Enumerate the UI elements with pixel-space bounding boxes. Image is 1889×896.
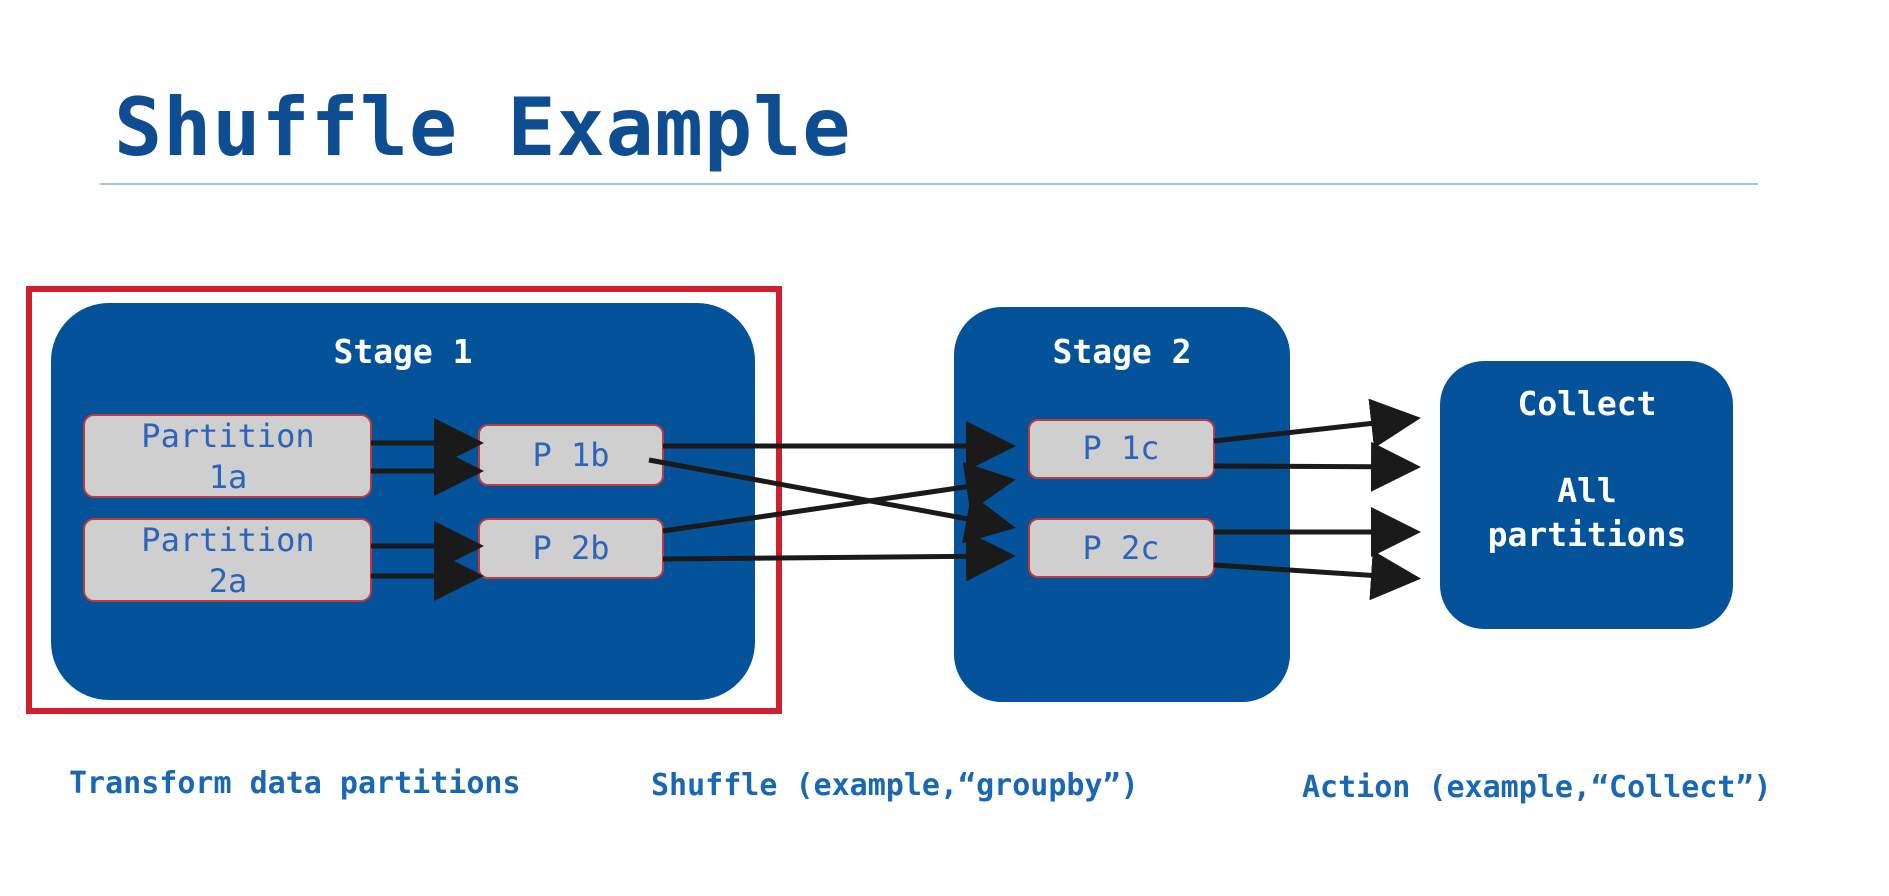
slide-title: Shuffle Example [114,81,852,174]
arrow-1c-to-collect-bottom [1214,466,1411,467]
stage-2-label: Stage 2 [1052,332,1192,371]
partition-p2b-label: P 2b [532,529,610,567]
collect-sublabel-partitions: partitions [1487,515,1687,554]
partition-2a-line2: 2a [208,562,248,600]
collect-sublabel-all: All [1557,471,1617,510]
caption-shuffle: Shuffle (example,“groupby”) [651,768,1139,803]
partition-p2c-label: P 2c [1082,529,1160,567]
arrow-2b-to-2c [663,556,1006,559]
partition-p1b-label: P 1b [532,436,610,474]
caption-action: Action (example,“Collect”) [1302,770,1772,805]
caption-transform: Transform data partitions [69,766,521,801]
partition-2a-line1: Partition [141,521,315,559]
partition-1a-line1: Partition [141,417,315,455]
partition-1a-line2: 1a [208,458,248,496]
stage-1-label: Stage 1 [333,332,473,371]
partition-p1c-label: P 1c [1082,429,1160,467]
collect-label: Collect [1517,384,1657,423]
